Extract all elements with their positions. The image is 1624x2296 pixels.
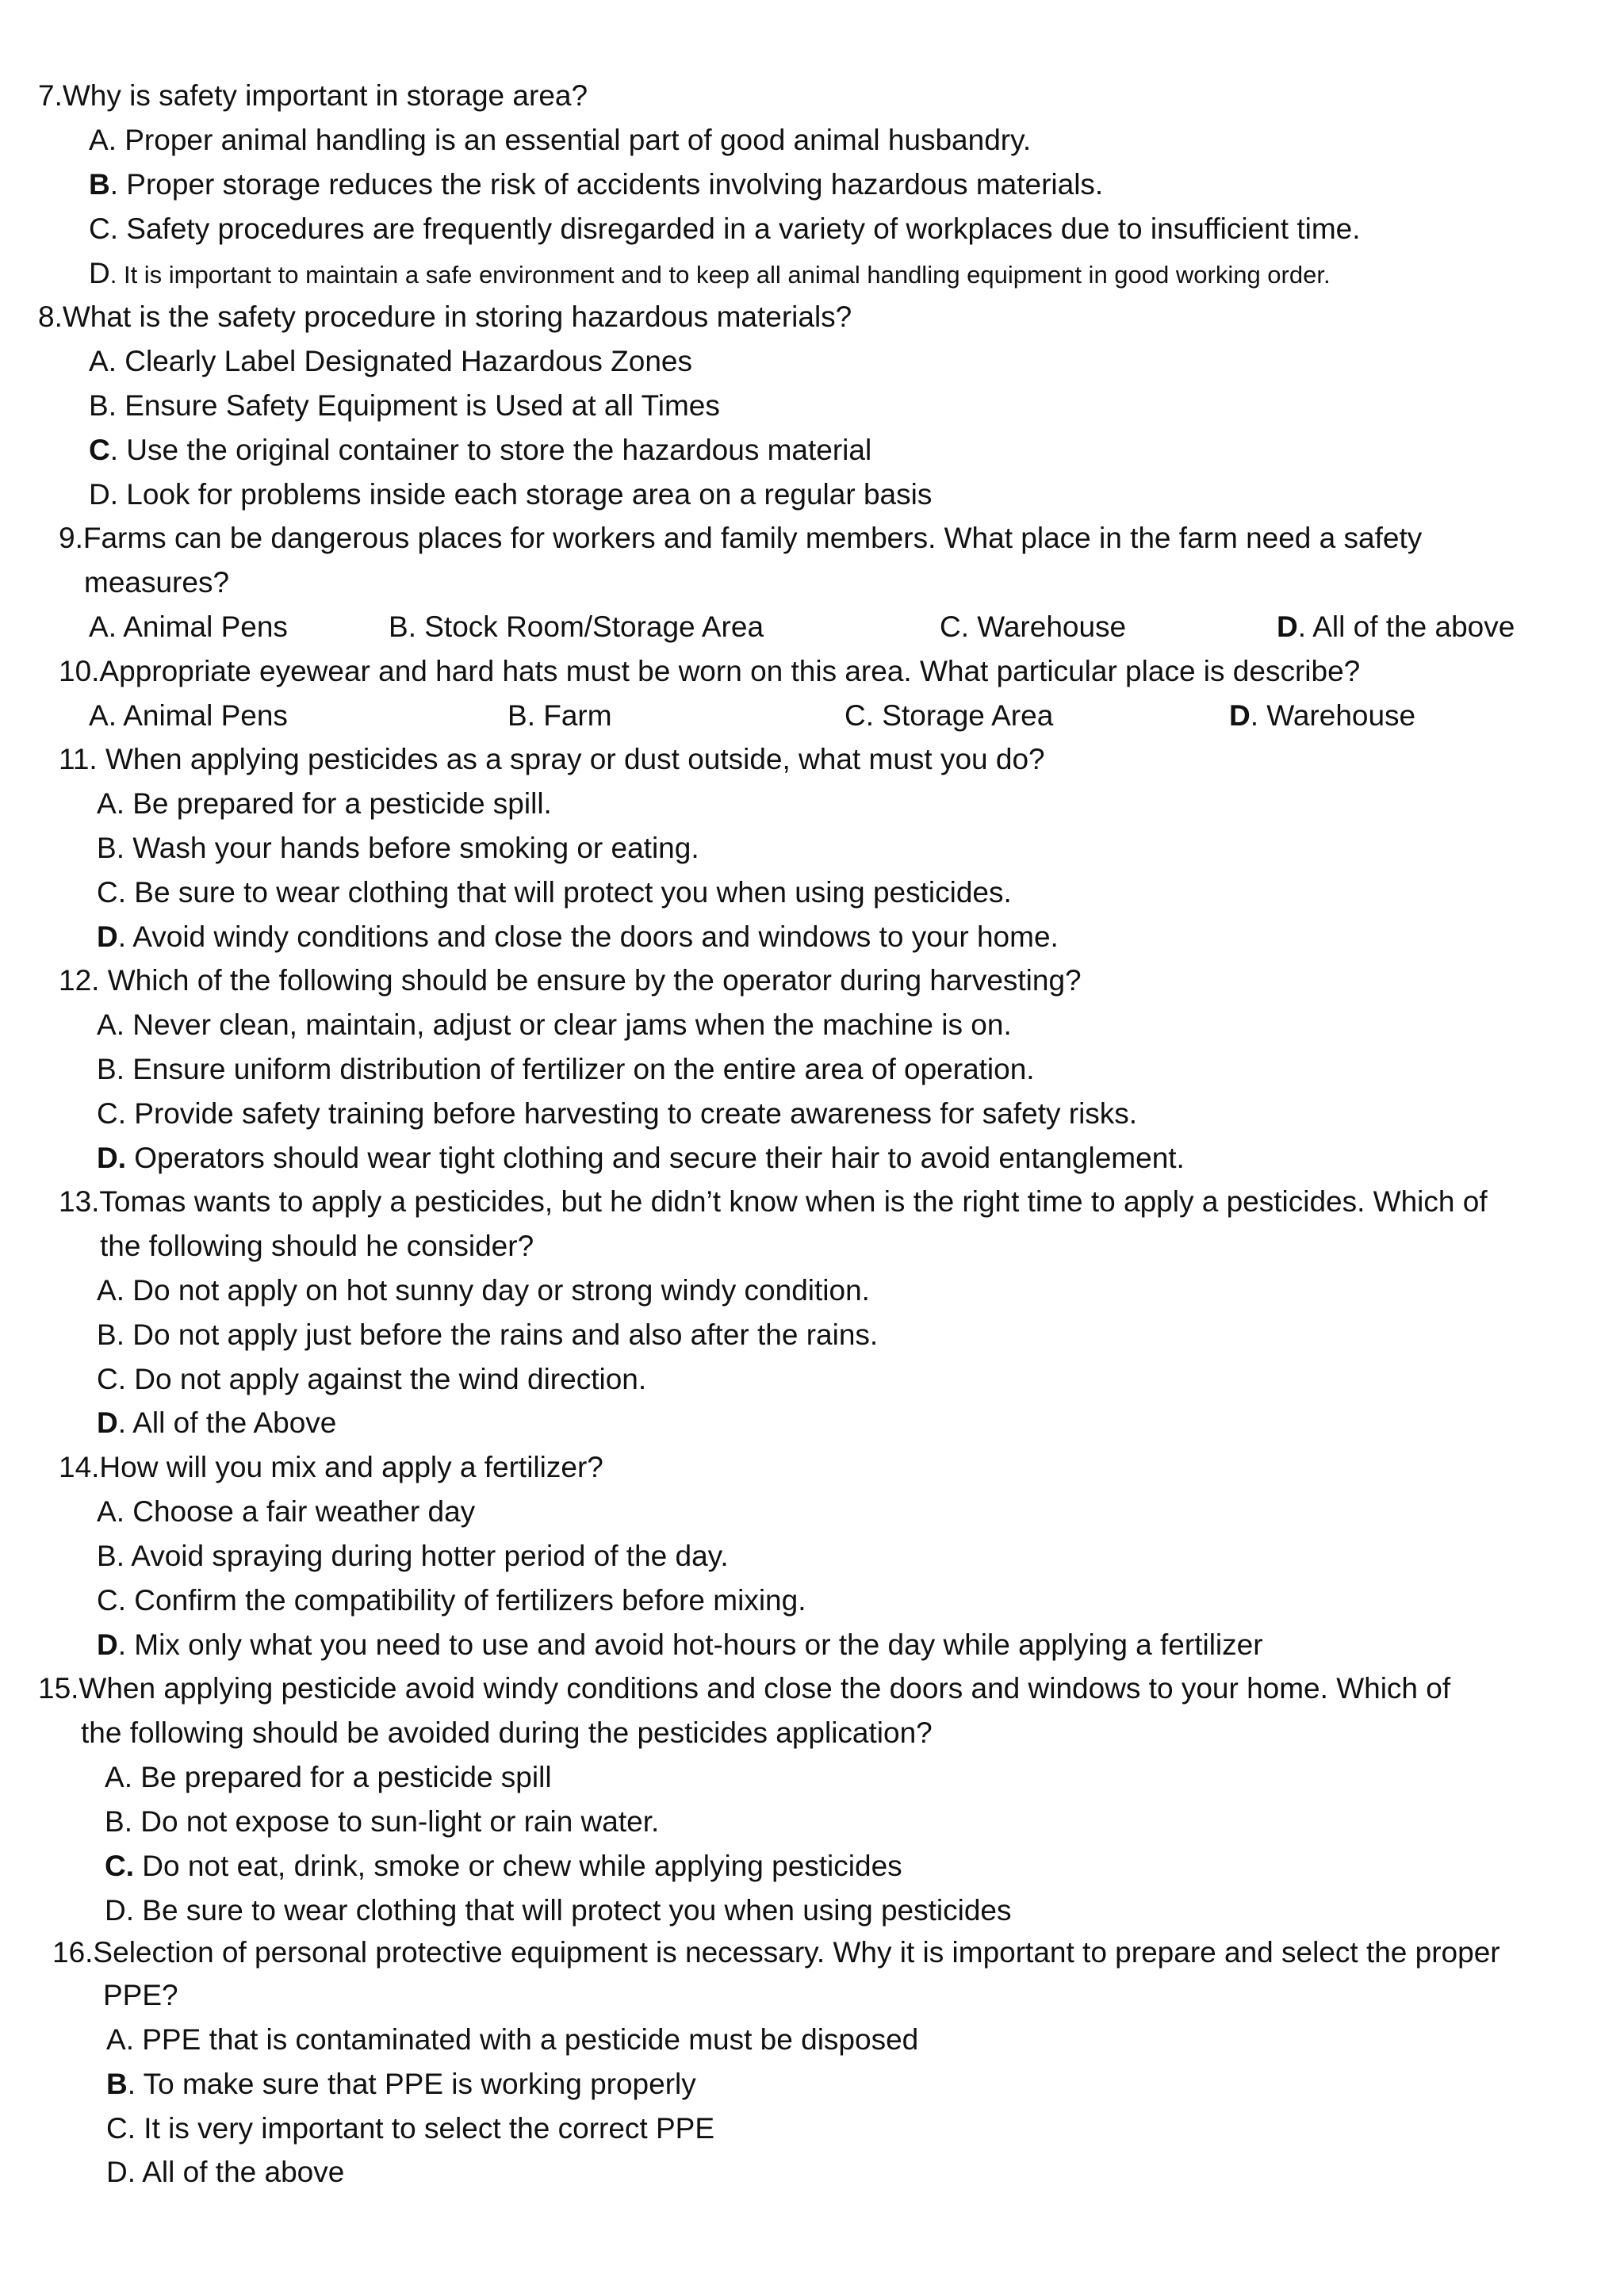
question-12-choice-c: C. Provide safety training before harvesting to create awareness for safety risks.: [97, 1097, 1138, 1130]
question-12-choice-d: D. Operators should wear tight clothing and secure their hair to avoid entanglement.: [97, 1142, 1185, 1174]
question-7-choice-d: D. It is important to maintain a safe environment and to keep all animal handling equipment in good working order.: [89, 257, 1331, 289]
question-7-stem: 7.Why is safety important in storage area?: [38, 79, 588, 112]
question-9-choice-a: A. Animal Pens: [89, 610, 288, 643]
question-12-choice-b: B. Ensure uniform distribution of fertilizer on the entire area of operation.: [97, 1053, 1035, 1085]
question-7-choice-a: A. Proper animal handling is an essential part of good animal husbandry.: [89, 124, 1032, 156]
question-8-choice-b: B. Ensure Safety Equipment is Used at all Times: [89, 389, 720, 422]
question-12-stem: 12. Which of the following should be ensure by the operator during harvesting?: [59, 964, 1082, 997]
question-13-choice-c: C. Do not apply against the wind direction.: [97, 1363, 647, 1395]
question-14-stem: 14.How will you mix and apply a fertilizer?: [59, 1451, 603, 1483]
question-9-choice-c: C. Warehouse: [940, 610, 1127, 643]
question-9-stem-continued: measures?: [84, 566, 230, 599]
question-16-choice-a: A. PPE that is contaminated with a pesticide must be disposed: [106, 2023, 919, 2056]
question-9-stem: 9.Farms can be dangerous places for workers and family members. What place in the farm need a safety: [59, 522, 1423, 554]
question-11-choice-d: D. Avoid windy conditions and close the doors and windows to your home.: [97, 920, 1059, 953]
question-15-choice-c: C. Do not eat, drink, smoke or chew while applying pesticides: [105, 1850, 902, 1882]
question-9-choice-d: D. All of the above: [1277, 610, 1515, 643]
question-10-stem: 10.Appropriate eyewear and hard hats must be worn on this area. What particular place is describe?: [59, 655, 1361, 687]
question-13-choice-b: B. Do not apply just before the rains and also after the rains.: [97, 1318, 879, 1351]
question-8-stem: 8.What is the safety procedure in storing hazardous materials?: [38, 300, 852, 333]
question-15-choice-b: B. Do not expose to sun-light or rain water.: [105, 1805, 660, 1838]
question-16-choice-d: D. All of the above: [106, 2156, 345, 2188]
question-14-choice-c: C. Confirm the compatibility of fertilizers before mixing.: [97, 1584, 806, 1617]
question-15-stem: 15.When applying pesticide avoid windy conditions and close the doors and windows to your home. Which of: [38, 1672, 1451, 1705]
question-7-choice-b: B. Proper storage reduces the risk of accidents involving hazardous materials.: [89, 168, 1104, 201]
question-13-choice-a: A. Do not apply on hot sunny day or strong windy condition.: [97, 1274, 870, 1307]
question-15-choice-d: D. Be sure to wear clothing that will protect you when using pesticides: [105, 1894, 1012, 1927]
question-10-choice-a: A. Animal Pens: [89, 699, 288, 732]
question-10-choice-d: D. Warehouse: [1229, 699, 1416, 732]
question-11-choice-c: C. Be sure to wear clothing that will protect you when using pesticides.: [97, 876, 1012, 909]
question-14-choice-a: A. Choose a fair weather day: [97, 1495, 476, 1528]
question-9-choice-b: B. Stock Room/Storage Area: [389, 610, 764, 643]
question-13-stem: 13.Tomas wants to apply a pesticides, but he didn’t know when is the right time to apply a pesticides. Which of: [59, 1185, 1488, 1218]
question-12-choice-a: A. Never clean, maintain, adjust or clear jams when the machine is on.: [97, 1008, 1012, 1041]
question-16-stem-continued: PPE?: [103, 1979, 178, 2011]
question-14-choice-b: B. Avoid spraying during hotter period of the day.: [97, 1540, 729, 1572]
question-11-choice-a: A. Be prepared for a pesticide spill.: [97, 787, 552, 820]
question-10-choice-c: C. Storage Area: [845, 699, 1054, 732]
question-15-choice-a: A. Be prepared for a pesticide spill: [105, 1761, 552, 1793]
question-14-choice-d: D. Mix only what you need to use and avoid hot-hours or the day while applying a fertilizer: [97, 1628, 1263, 1661]
question-8-choice-c: C. Use the original container to store the hazardous material: [89, 434, 872, 466]
question-11-stem: 11. When applying pesticides as a spray or dust outside, what must you do?: [59, 743, 1045, 775]
question-16-choice-b: B. To make sure that PPE is working properly: [106, 2068, 696, 2100]
question-13-stem-continued: the following should he consider?: [100, 1230, 534, 1262]
question-15-stem-continued: the following should be avoided during the pesticides application?: [81, 1716, 933, 1749]
question-13-choice-d: D. All of the Above: [97, 1406, 337, 1439]
question-11-choice-b: B. Wash your hands before smoking or eating.: [97, 832, 699, 864]
question-16-stem: 16.Selection of personal protective equipment is necessary. Why it is important to prepare and select the proper: [52, 1936, 1500, 1969]
question-16-choice-c: C. It is very important to select the correct PPE: [106, 2112, 715, 2145]
question-8-choice-a: A. Clearly Label Designated Hazardous Zones: [89, 345, 692, 377]
question-8-choice-d: D. Look for problems inside each storage area on a regular basis: [89, 478, 933, 511]
question-7-choice-c: C. Safety procedures are frequently disregarded in a variety of workplaces due to insufficient time.: [89, 212, 1361, 245]
question-10-choice-b: B. Farm: [508, 699, 612, 732]
